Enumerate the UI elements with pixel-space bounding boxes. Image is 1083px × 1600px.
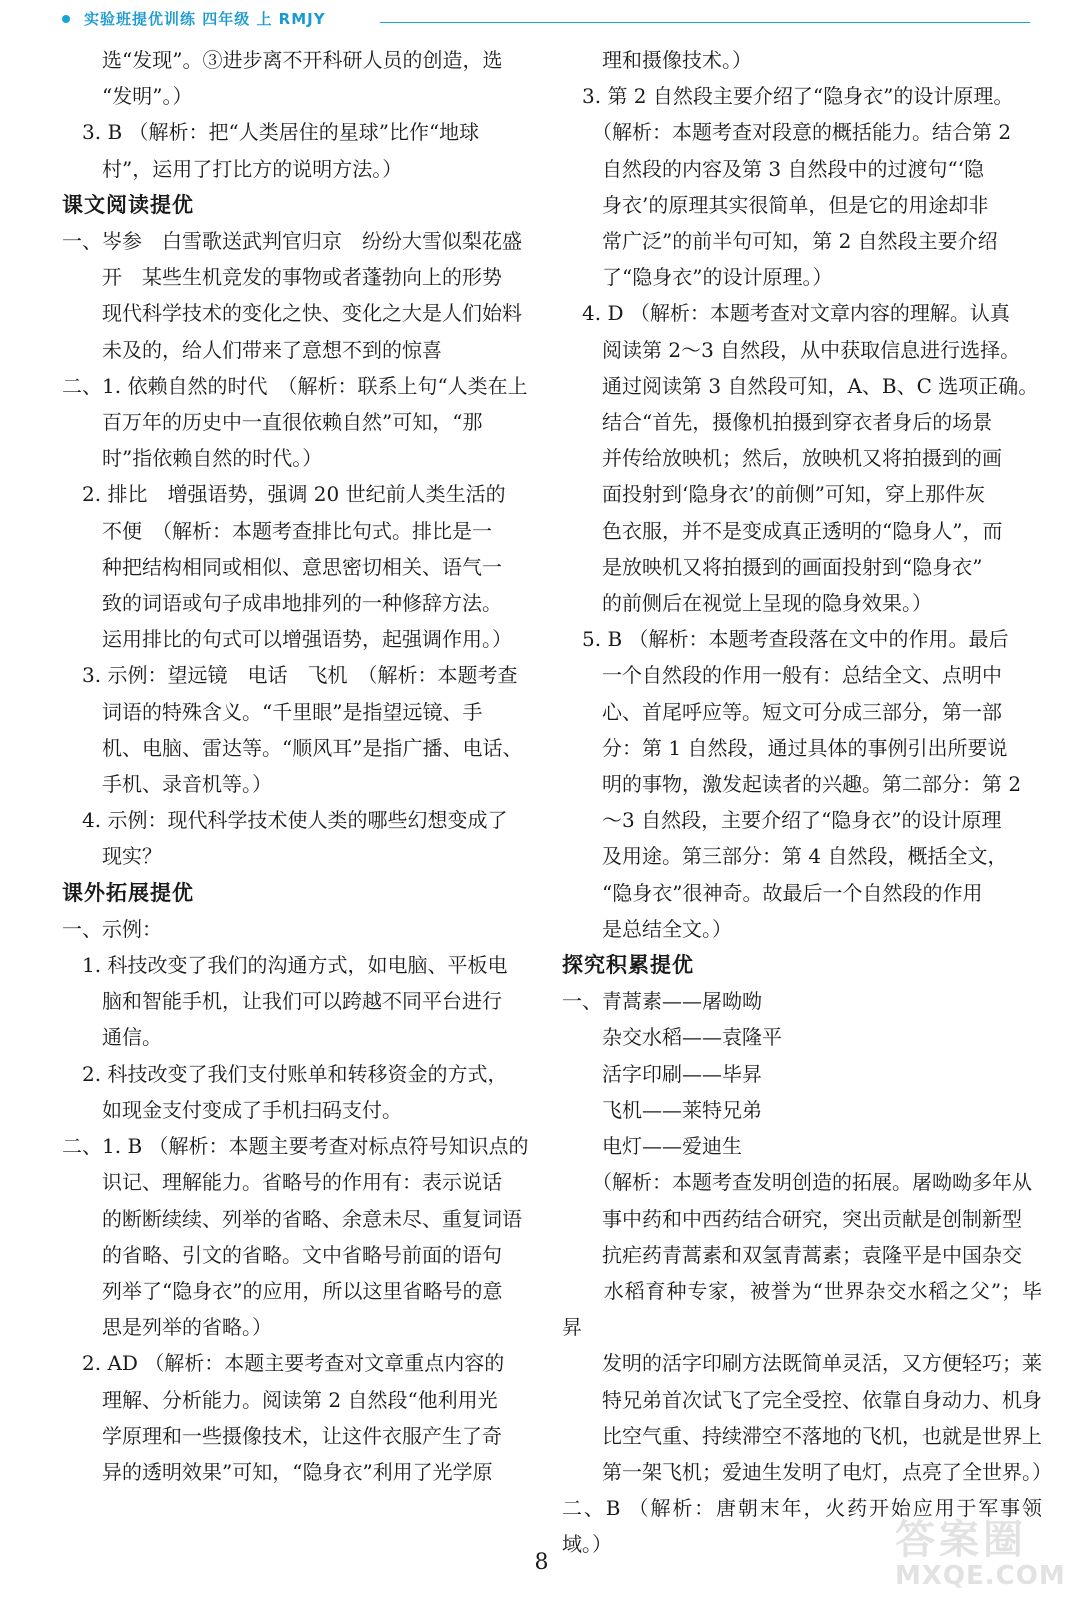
answer-paragraph: 3. 示例：望远镜 电话 飞机 （解析：本题考查 词语的特殊含义。“千里眼”是指望远镜、手 机、电脑、雷达等。“顺风耳”是指广播、电话、 手机、录音机等。）: [81, 663, 523, 797]
answer-paragraph: 2. 排比 增强语势，强调 20 世纪前人类生活的 不便 （解析：本题考查排比句式。排比是一 种把结构相同或相似、意思密切相关、语气一 致的词语或句子成串地排列的一种修辞方法。 运用排比的句式可以增强语势，起强调作用。）: [81, 482, 512, 652]
page-header: [62, 8, 1030, 30]
answer-paragraph: 一、示例：: [62, 916, 162, 941]
section-heading: 课外拓展提优: [62, 880, 194, 905]
watermark-logo: [895, 1508, 1066, 1592]
answer-paragraph: 5. B （解析：本题考查段落在文中的作用。最后 一个自然段的作用一般有：总结全文、点明中 心、首尾呼应等。短文可分成三部分，第一部 分：第 1 自然段，通过具体的事例引出所要说 明的事物，激发起读者的兴趣。第二部分：第 2 ～3 自然段，主要介绍了“隐身衣”的设计原理 及用途。第三部分：第 4 自然段，概括全文， “隐身衣”很神奇。故最后一个自然段的作用 是总结全文。）: [581, 627, 1022, 941]
answer-paragraph: 一、岑参 白雪歌送武判官归京 纷纷大雪似梨花盛 开 某些生机竞发的事物或者蓬勃向上的形势 现代科学技术的变化之快、变化之大是人们始料 未及的，给人们带来了意想不到的惊喜: [62, 229, 522, 362]
answer-paragraph: 选“发现”。③进步离不开科研人员的创造，选 “发明”。）: [101, 48, 503, 109]
section-heading: 课文阅读提优: [62, 192, 194, 217]
answer-paragraph: 二、1. B （解析：本题主要考查对标点符号知识点的 识记、理解能力。省略号的作用有：表示说话 的断断续续、列举的省略、余意未尽、重复词语 的省略、引文的省略。文中省略号前面的语句 列举了“隐身衣”的应用，所以这里省略号的意 思是列举的省略。）: [62, 1134, 529, 1340]
answer-paragraph: 4. D （解析：本题考查对文章内容的理解。认真 阅读第 2～3 自然段，从中获取信息进行选择。 通过阅读第 3 自然段可知，A、B、C 选项正确。 结合“首先，摄像机拍摄到穿衣者身后的场景 并传给放映机；然后，放映机又将拍摄到的画 面投射到‘隐身衣’的前侧”可知，穿上那件灰 色衣服，并不是变成真正透明的“隐身人”，而 是放映机又将拍摄到的画面投射到“隐身衣” 的前侧后在视觉上呈现的隐身效果。）: [581, 301, 1039, 616]
bullet-icon: [62, 15, 70, 23]
answer-paragraph: 一、青蒿素——屠呦呦 杂交水稻——袁隆平 活字印刷——毕昇 飞机——莱特兄弟 电灯——爱迪生: [562, 989, 782, 1159]
answer-paragraph: （解析：本题考查发明创造的拓展。屠呦呦多年从 事中药和中西药结合研究，突出贡献是创制新型 抗疟药青蒿素和双氢青蒿素；袁隆平是中国杂交 水稻育种专家，被誉为“世界杂交水稻之父”；毕昇 发明的活字印刷方法既简单灵活，又方便轻巧；莱 特兄弟首次试飞了完全受控、依靠自身动力、机身 比空气重、持续滞空不落地的飞机，也就是世界上 第一架飞机；爱迪生发明了电灯，点亮了全世界。）: [562, 1170, 1052, 1484]
left-column: [62, 42, 540, 1490]
header-title: 实验班提优训练 四年级 上 RMJY: [84, 10, 326, 28]
answer-paragraph: 4. 示例：现代科学技术使人类的哪些幻想变成了 现实？: [81, 808, 508, 869]
watermark-top: 答案圈: [895, 1517, 1027, 1563]
page-number: 8: [534, 1550, 549, 1575]
right-column: [562, 42, 1052, 1563]
header-rule: [380, 22, 1030, 23]
answer-paragraph: 2. AD （解析：本题主要考查对文章重点内容的 理解、分析能力。阅读第 2 自然段“他利用光 学原理和一些摄像技术，让这件衣服产生了奇 异的透明效果”可知，“隐身衣”利用了光学原: [81, 1351, 505, 1484]
answer-paragraph: 二、B （解析：唐朝末年，火药开始应用于军事领域。）: [562, 1496, 1042, 1557]
answer-paragraph: 理和摄像技术。）: [562, 48, 752, 72]
answer-paragraph: 3. B （解析：把“人类居住的星球”比作“地球 村”，运用了打比方的说明方法。）: [81, 120, 480, 181]
answer-paragraph: 二、1. 依赖自然的时代 （解析：联系上句“人类在上 百万年的历史中一直很依赖自然”可知，“那 时”指依赖自然的时代。）: [62, 373, 528, 471]
answer-paragraph: 2. 科技改变了我们支付账单和转移资金的方式， 如现金支付变成了手机扫码支付。: [81, 1061, 508, 1122]
section-heading: 探究积累提优: [562, 953, 694, 978]
answer-paragraph: 1. 科技改变了我们的沟通方式，如电脑、平板电 脑和智能手机，让我们可以跨越不同平台进行 通信。: [81, 953, 508, 1050]
answer-paragraph: 3. 第 2 自然段主要介绍了“隐身衣”的设计原理。 （解析：本题考查对段意的概括能力。结合第 2 自然段的内容及第 3 自然段中的过渡句“‘隐 身衣’的原理其实很简单，但是它的用途却非 常广泛”的前半句可知，第 2 自然段主要介绍 了“隐身衣”的设计原理。）: [581, 84, 1014, 290]
watermark-bottom: MXQE.COM: [895, 1561, 1066, 1591]
